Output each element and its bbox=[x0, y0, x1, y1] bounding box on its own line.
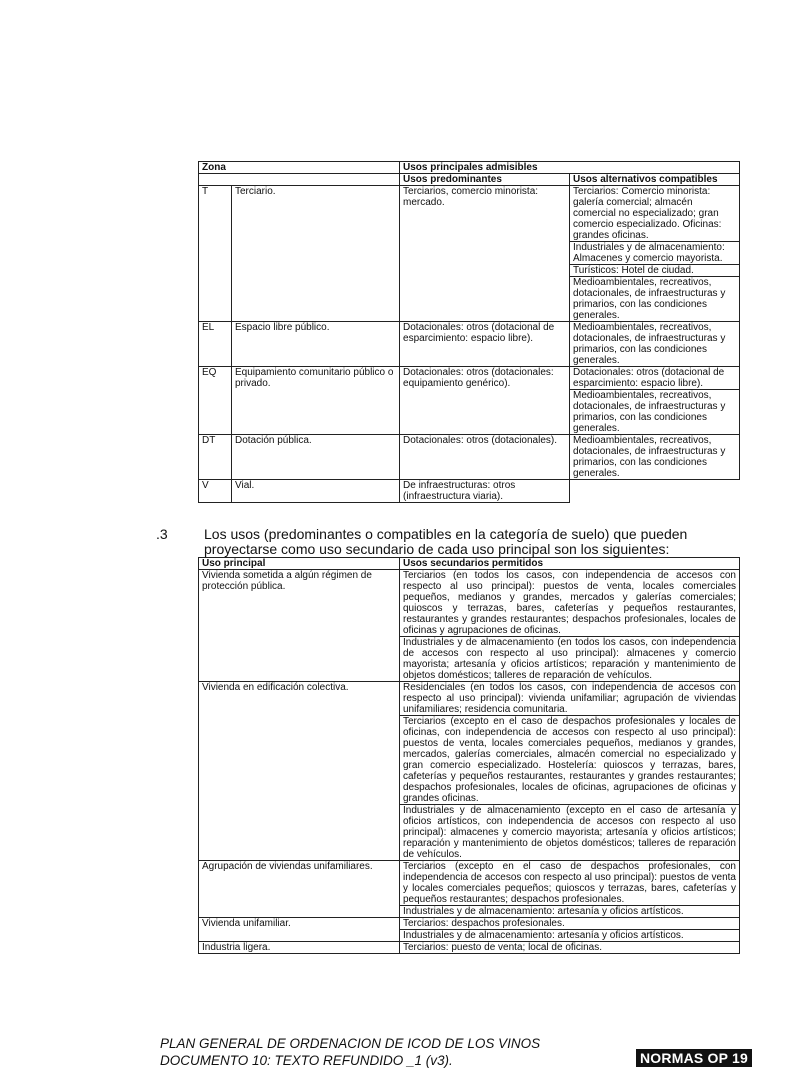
secondary-use: Terciarios: despachos profesionales. bbox=[400, 918, 740, 930]
footer-subtitle: DOCUMENTO 10: TEXTO REFUNDIDO _1 (v3). bbox=[160, 1053, 453, 1068]
note-number: .3 bbox=[156, 526, 168, 542]
header-usos-predominantes: Usos predominantes bbox=[400, 174, 570, 186]
header-usos-alternativos: Usos alternativos compatibles bbox=[570, 174, 740, 186]
table-row bbox=[199, 570, 740, 637]
zone-code: DT bbox=[199, 435, 232, 480]
table-row bbox=[199, 918, 740, 930]
alternative-use: Medioambientales, recreativos, dotacionales, de infraestructuras y primarios, con las condiciones generales. bbox=[570, 322, 740, 367]
header-uso-principal: Uso principal bbox=[199, 558, 400, 570]
zone-name: Equipamiento comunitario público o privado. bbox=[232, 367, 400, 435]
table-row bbox=[199, 861, 740, 906]
empty-cell bbox=[199, 174, 400, 186]
table-row bbox=[199, 480, 740, 503]
empty-cell bbox=[570, 480, 740, 503]
secondary-uses-table bbox=[198, 557, 740, 954]
alternative-use: Dotacionales: otros (dotacional de esparcimiento: espacio libre). bbox=[570, 367, 740, 390]
note-text: Los usos (predominantes o compatibles en la categoría de suelo) que pueden proyectarse como uso secundario de cada uso principal son los siguientes: bbox=[204, 526, 688, 557]
secondary-use: Industriales y de almacenamiento: artesanía y oficios artísticos. bbox=[400, 906, 740, 918]
secondary-use: Industriales y de almacenamiento: artesanía y oficios artísticos. bbox=[400, 930, 740, 942]
predominant-use: Terciarios, comercio minorista: mercado. bbox=[400, 186, 570, 322]
header-usos-secundarios: Usos secundarios permitidos bbox=[400, 558, 740, 570]
principal-use: Vivienda sometida a algún régimen de protección pública. bbox=[199, 570, 400, 682]
alternative-use: Medioambientales, recreativos, dotacionales, de infraestructuras y primarios, con las condiciones generales. bbox=[570, 277, 740, 322]
table-row bbox=[199, 367, 740, 390]
zone-name: Espacio libre público. bbox=[232, 322, 400, 367]
zone-name: Vial. bbox=[232, 480, 400, 503]
secondary-use: Terciarios (excepto en el caso de despachos profesionales y locales de oficinas, con independencia de accesos con respecto al uso principal): puestos de venta, locales comerciales pequeños, medianos y grandes, mercados, galerías comerciales, almacén comercial no especializado y gran comercio especializado. Hostelería: quioscos y terrazas, bares, cafeterías y pequeños restaurantes, restaurantes y grandes restaurantes; despachos profesionales, locales de oficinas, agrupaciones de oficinas y grandes oficinas. bbox=[400, 716, 740, 805]
alternative-use: Medioambientales, recreativos, dotacionales, de infraestructuras y primarios, con las condiciones generales. bbox=[570, 435, 740, 480]
section-badge: NORMAS OP 19 bbox=[636, 1049, 752, 1067]
footer-title: PLAN GENERAL DE ORDENACION DE ICOD DE LOS VINOS bbox=[160, 1036, 541, 1051]
zone-name: Terciario. bbox=[232, 186, 400, 322]
zone-code: T bbox=[199, 186, 232, 322]
table-row bbox=[199, 435, 740, 480]
predominant-use: Dotacionales: otros (dotacionales). bbox=[400, 435, 570, 480]
secondary-use: Industriales y de almacenamiento (excepto en el caso de artesanía y oficios artísticos, con independencia de accesos con respecto al uso principal): almacenes y comercio mayorista; artesanía y oficios artísticos; reparación y mantenimiento de objetos domésticos; talleres de reparación de vehículos. bbox=[400, 805, 740, 861]
header-zona: Zona bbox=[199, 162, 400, 174]
secondary-use: Industriales y de almacenamiento (en todos los casos, con independencia de accesos con respecto al uso principal): almacenes y comercio mayorista; artesanía y oficios artísticos; reparación y mantenimiento de objetos domésticos; talleres de reparación de vehículos. bbox=[400, 637, 740, 682]
principal-use: Vivienda en edificación colectiva. bbox=[199, 682, 400, 861]
zone-code: EQ bbox=[199, 367, 232, 435]
table-row bbox=[199, 682, 740, 716]
table-row bbox=[199, 322, 740, 367]
header-usos-principales: Usos principales admisibles bbox=[400, 162, 740, 174]
predominant-use: De infraestructuras: otros (infraestructura viaria). bbox=[400, 480, 570, 503]
secondary-use: Residenciales (en todos los casos, con independencia de accesos con respecto al uso principal): vivienda unifamiliar; agrupación de viviendas unifamiliares; residencia comunitaria. bbox=[400, 682, 740, 716]
alternative-use: Turísticos: Hotel de ciudad. bbox=[570, 265, 740, 277]
zone-code: EL bbox=[199, 322, 232, 367]
predominant-use: Dotacionales: otros (dotacional de esparcimiento: espacio libre). bbox=[400, 322, 570, 367]
alternative-use: Industriales y de almacenamiento: Almacenes y comercio mayorista. bbox=[570, 242, 740, 265]
alternative-use: Terciarios: Comercio minorista: galería comercial; almacén comercial no especializado; gran comercio especializado. Oficinas: grandes oficinas. bbox=[570, 186, 740, 242]
alternative-use: Medioambientales, recreativos, dotacionales, de infraestructuras y primarios, con las condiciones generales. bbox=[570, 390, 740, 435]
secondary-use: Terciarios (excepto en el caso de despachos profesionales, con independencia de accesos con respecto al uso principal): puestos de venta y locales comerciales pequeños; quioscos y terrazas, bares, cafeterías y pequeños restaurantes; despachos profesionales. bbox=[400, 861, 740, 906]
predominant-use: Dotacionales: otros (dotacionales: equipamiento genérico). bbox=[400, 367, 570, 435]
zone-name: Dotación pública. bbox=[232, 435, 400, 480]
principal-use: Agrupación de viviendas unifamiliares. bbox=[199, 861, 400, 918]
principal-use: Vivienda unifamiliar. bbox=[199, 918, 400, 942]
principal-use: Industria ligera. bbox=[199, 942, 400, 954]
zone-code: V bbox=[199, 480, 232, 503]
secondary-use: Terciarios: puesto de venta; local de oficinas. bbox=[400, 942, 740, 954]
table-row bbox=[199, 942, 740, 954]
zone-uses-table bbox=[198, 161, 740, 503]
table-row bbox=[199, 186, 740, 242]
secondary-use: Terciarios (en todos los casos, con independencia de accesos con respecto al uso principal): puestos de venta, locales comerciales pequeños, medianos y grandes, mercados y galerías comerciales; quioscos y terrazas, bares, cafeterías y pequeños restaurantes, restaurantes y grandes restaurantes; despachos profesionales, locales de oficinas y agrupaciones de oficinas. bbox=[400, 570, 740, 637]
